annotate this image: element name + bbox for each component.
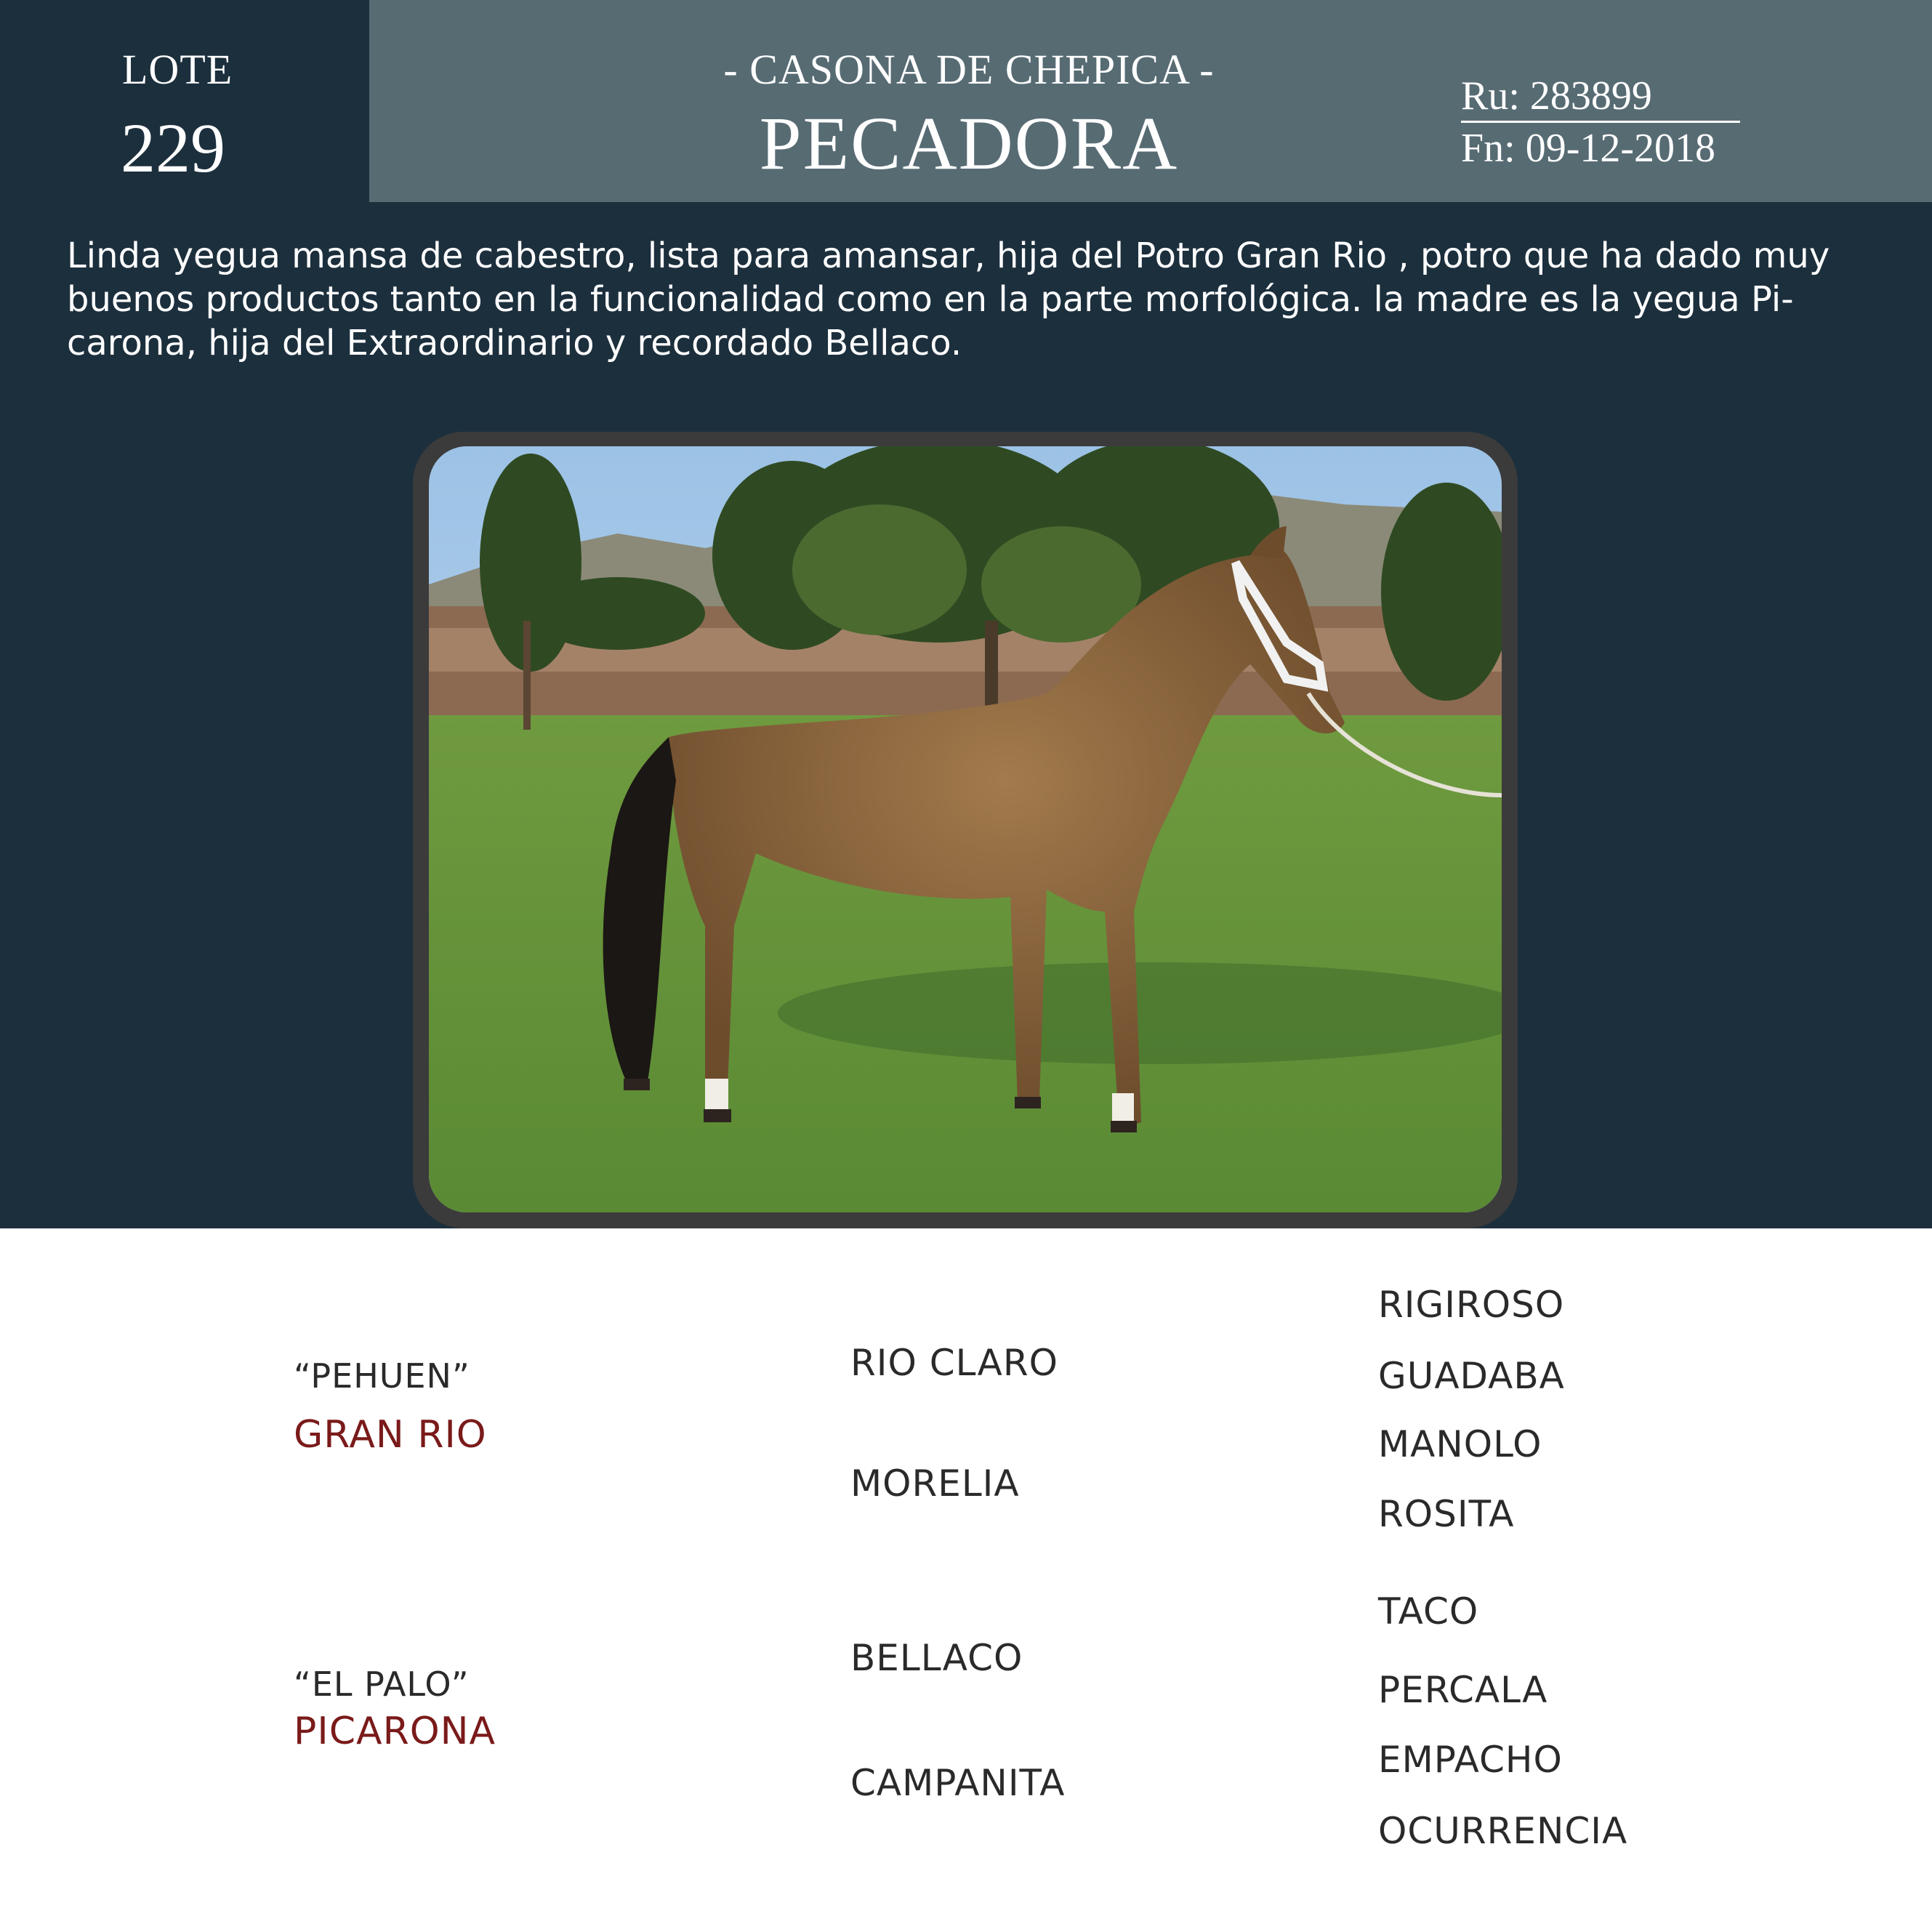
great-grandparent: GUADABA <box>1378 1355 1565 1397</box>
horse-photo <box>429 446 1502 1212</box>
great-grandparent: RIGIROSO <box>1378 1284 1565 1326</box>
dam-sire: BELLACO <box>850 1637 1023 1679</box>
photo-frame <box>413 432 1518 1228</box>
sire-name: GRAN RIO <box>294 1413 487 1457</box>
description-line: Linda yegua mansa de cabestro, lista para amansar, hija del Potro Gran Rio , potro que ha dado muy <box>67 236 1830 276</box>
sire-prefix: “PEHUEN” <box>294 1356 470 1396</box>
dam-name: PICARONA <box>294 1710 496 1753</box>
horse-name: PECADORA <box>759 102 1179 185</box>
great-grandparent: EMPACHO <box>1378 1739 1563 1781</box>
registry-text: Ru: 283899 <box>1461 73 1740 123</box>
registry-number <box>1461 73 1740 123</box>
horse-photo-illustration <box>429 446 1502 1212</box>
great-grandparent: TACO <box>1378 1590 1479 1633</box>
sire-sire: RIO CLARO <box>850 1342 1058 1384</box>
description-line: buenos productos tanto en la funcionalidad como en la parte morfológica. la madre es la yegua Pi- <box>67 279 1794 320</box>
lot-number: 229 <box>121 109 225 187</box>
birth-date: Fn: 09-12-2018 <box>1461 126 1715 171</box>
description <box>67 234 1884 365</box>
dam-dam: CAMPANITA <box>850 1762 1066 1804</box>
great-grandparent: MANOLO <box>1378 1423 1542 1465</box>
title-band <box>369 0 1932 202</box>
sire-dam: MORELIA <box>850 1462 1020 1505</box>
description-line: carona, hija del Extraordinario y recordado Bellaco. <box>67 323 962 363</box>
great-grandparent: OCURRENCIA <box>1378 1810 1628 1852</box>
great-grandparent: ROSITA <box>1378 1493 1515 1535</box>
great-grandparent: PERCALA <box>1378 1669 1548 1711</box>
lot-box <box>0 0 369 202</box>
dam-prefix: “EL PALO” <box>294 1665 470 1704</box>
farm-name: - CASONA DE CHEPICA - <box>723 46 1215 93</box>
lot-label: LOTE <box>122 46 233 93</box>
